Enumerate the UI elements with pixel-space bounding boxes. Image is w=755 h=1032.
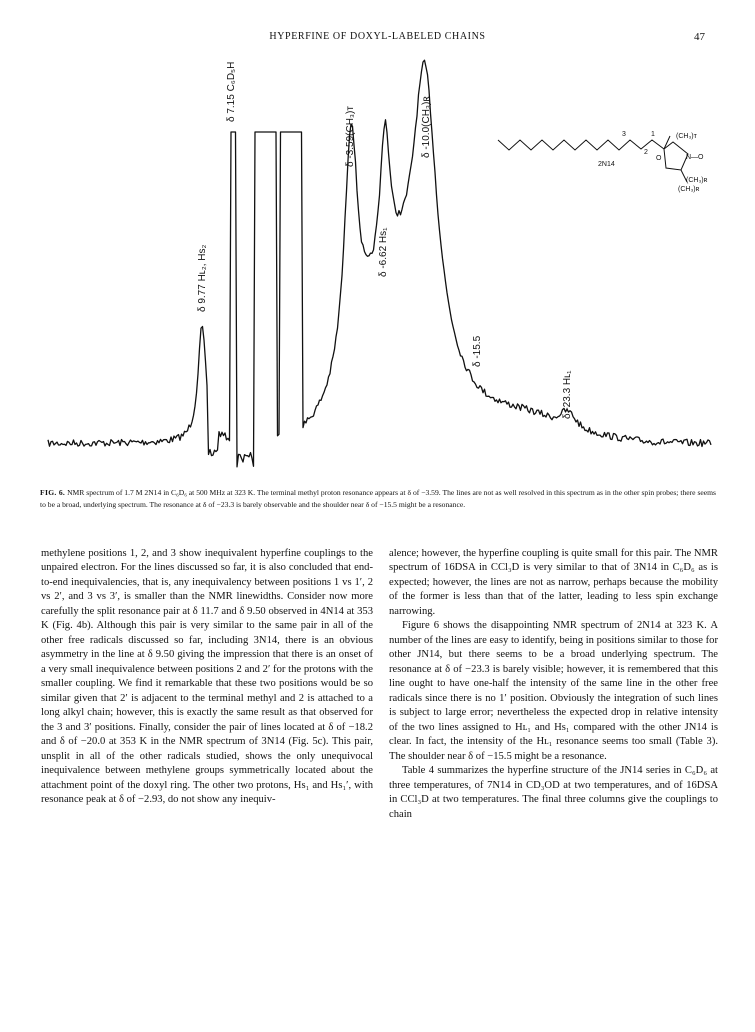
- figure-nmr-spectrum: [40, 52, 720, 482]
- figure-caption: [40, 487, 716, 511]
- atom-label-1: 1: [651, 131, 655, 138]
- atom-label-ch3-r-1: (CH₃)ʀ: [686, 177, 708, 184]
- peak-label-hl2-hs2: δ 9.77 Hʟ₂, Hs₂: [197, 244, 208, 312]
- atom-label-ch3-r-2: (CH₃)ʀ: [678, 186, 700, 193]
- caption-text: NMR spectrum of 1.7 M 2N14 in C₆D₆ at 500 MHz at 323 K. The terminal methyl proton resonance appears at δ of −3.59. The lines are not as well resolved in this spectrum as in the other spin probes; there seems to be a broad, underlying spectrum. The resonance at δ of −23.3 is barely observable and the shoulder near δ of −15.5 might be a resonance.: [40, 488, 717, 509]
- structure-label: 2N14: [598, 161, 615, 168]
- body-column-right: [389, 547, 718, 822]
- peak-label-ch3-r: δ -10.0(CH₃)ʀ: [421, 96, 432, 158]
- atom-label-3: 3: [622, 131, 626, 138]
- doxyl-ring: [664, 142, 688, 170]
- atom-label-2: 2: [644, 149, 648, 156]
- nmr-spectrum-plot: [40, 52, 720, 482]
- alkyl-chain: [498, 140, 664, 150]
- atom-label-nitroxide: N—O: [686, 154, 704, 161]
- peak-label-ch3-t: δ -3.59(CH₃)ᴛ: [345, 106, 356, 167]
- peak-label-hs1: δ -6.62 Hs₁: [378, 227, 389, 277]
- running-head: [0, 31, 755, 45]
- body-column-left: [41, 547, 373, 808]
- peak-label-c6d5h: δ 7.15 C₆D₅H: [226, 61, 237, 122]
- atom-label-oxygen: O: [656, 155, 662, 162]
- body-paragraph: Table 4 summarizes the hyperfine structure of the JN14 series in C₆D₆ at three temperatures, of 7N14 in CD₃OD at two temperatures, and of 16DSA in CCl₃D at two temperatures. The final three columns give the couplings to chain: [389, 765, 718, 820]
- peak-label-hl1: δ -23.3 Hʟ₁: [562, 370, 573, 419]
- page-number: 47: [694, 31, 705, 43]
- caption-label: FIG. 6.: [40, 488, 66, 497]
- doxyl-structure: [498, 131, 708, 193]
- body-paragraph: Figure 6 shows the disappointing NMR spectrum of 2N14 at 323 K. A number of the lines are easy to identify, being in positions similar to those for other JN14, but there seems to be a broad underlying spectrum. The resonance at δ of −23.3 is barely visible; however, it is remembered that this line ought to have one-half the intensity of the same line in the other free radicals since there is no 1′ position. Obviously the integration of such lines is subject to large error; nevertheless the expected drop in relative intensity of the two lines assigned to Hʟ₁ and Hs₁ compared with the other JN14 is clear. In fact, the intensity of the Hʟ₁ resonance seems too small (Table 3). The shoulder near δ of −15.5 might be a resonance.: [389, 620, 718, 762]
- atom-label-ch3-t: (CH₃)ᴛ: [676, 133, 697, 140]
- body-paragraph: methylene positions 1, 2, and 3 show inequivalent hyperfine couplings to the unpaired electron. For the lines discussed so far, it is also concluded that end-to-end inequivalencies, that is, any inequivalency between positions 1 vs 1′, 2 vs 2′, and 3 vs 3′, is smaller than the NMR linewidths. Consider now more carefully the split resonance pair at δ 11.7 and δ 9.50 observed in 4N14 at 353 K (Fig. 4b). Although this pair is very similar to the same pair in all of the other free radicals discussed so far, including 3N14, there is an obvious asymmetry in the line at δ 9.50 giving the impression that there is an onset of a very small inequivalence between positions 2 and 2′ for the protons with the smaller coupling. We find it remarkable that these two positions would be so similar given that 2′ is adjacent to the terminal methyl and 2 is attached to a long alkyl chain; however, this is exactly the same result as that observed for the 3 and 3′ positions. Finally, consider the pair of lines located at δ of −18.2 and δ of −20.0 at 353 K in the NMR spectrum of 3N14 (Fig. 5c). This pair, unsplit in all of the other radicals studied, shows the only unequivocal inequivalence between methylene groups symmetrically located about the attachment point of the doxyl ring. The other two protons, Hs₁ and Hs₁′, with resonance peak at δ of −2.93, do not show any inequiv-: [41, 548, 373, 806]
- body-paragraph: alence; however, the hyperfine coupling is quite small for this pair. The NMR spectrum of 16DSA in CCl₃D is very similar to that of 3N14 in C₆D₆ as is expected; however, the lines are not as narrow, perhaps because the mobility of the former is less than that of the latter, leading to less spin exchange narrowing.: [389, 548, 718, 617]
- running-title: HYPERFINE OF DOXYL-LABELED CHAINS: [269, 31, 486, 42]
- peak-label-minus-15-5: δ -15.5: [472, 335, 483, 367]
